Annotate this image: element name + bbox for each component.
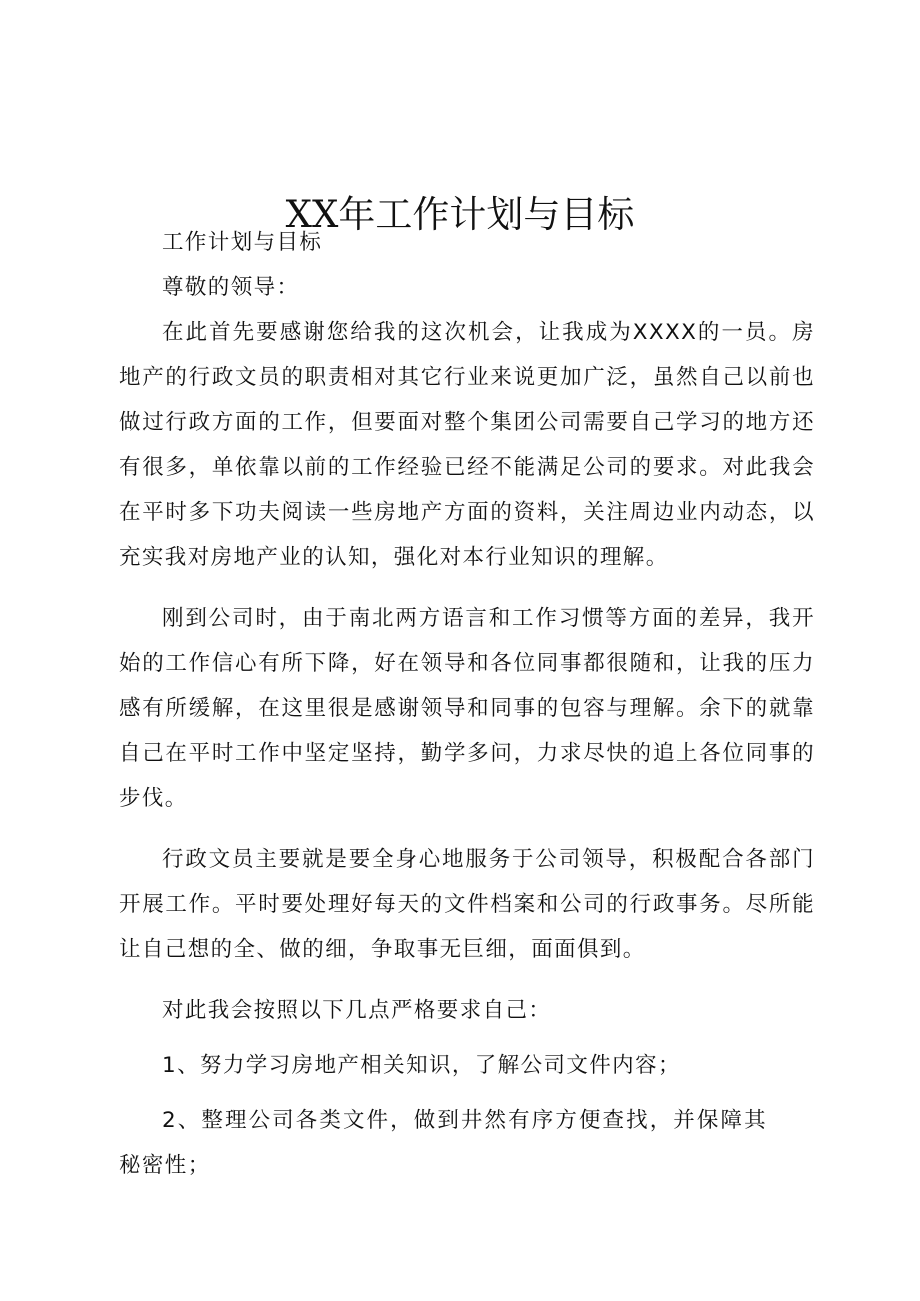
- list-item-1: 1、努力学习房地产相关知识，了解公司文件内容；: [162, 1053, 681, 1078]
- paragraph-2: 刚到公司时，由于南北两方语言和工作习惯等方面的差异，我开始的工作信心有所下降，好在领导和各位同事都很随和，让我的压力感有所缓解，在这里很是感谢领导和同事的包容与理解。余下的就靠自己在平时工作中坚定坚持，勤学多问，力求尽快的追上各位同事的步伐。: [119, 606, 815, 811]
- document-body: [119, 220, 815, 1188]
- subtitle: 工作计划与目标: [162, 230, 323, 255]
- paragraph-4: 对此我会按照以下几点严格要求自己：: [162, 998, 552, 1023]
- salutation: 尊敬的领导：: [162, 275, 300, 300]
- document-title: XX年工作计划与目标: [285, 192, 635, 236]
- paragraph-1: 在此首先要感谢您给我的这次机会，让我成为XXXX的一员。房地产的行政文员的职责相对其它行业来说更加广泛，虽然自己以前也做过行政方面的工作，但要面对整个集团公司需要自己学习的地方还有很多，单依靠以前的工作经验已经不能满足公司的要求。对此我会在平时多下功夫阅读一些房地产方面的资料，关注周边业内动态，以充实我对房地产业的认知，强化对本行业知识的理解。: [119, 320, 815, 570]
- list-item-2: 2、整理公司各类文件，做到井然有序方便查找，并保障其秘密性；: [119, 1108, 767, 1178]
- paragraph-3: 行政文员主要就是要全身心地服务于公司领导，积极配合各部门开展工作。平时要处理好每天的文件档案和公司的行政事务。尽所能让自己想的全、做的细，争取事无巨细，面面俱到。: [119, 847, 815, 962]
